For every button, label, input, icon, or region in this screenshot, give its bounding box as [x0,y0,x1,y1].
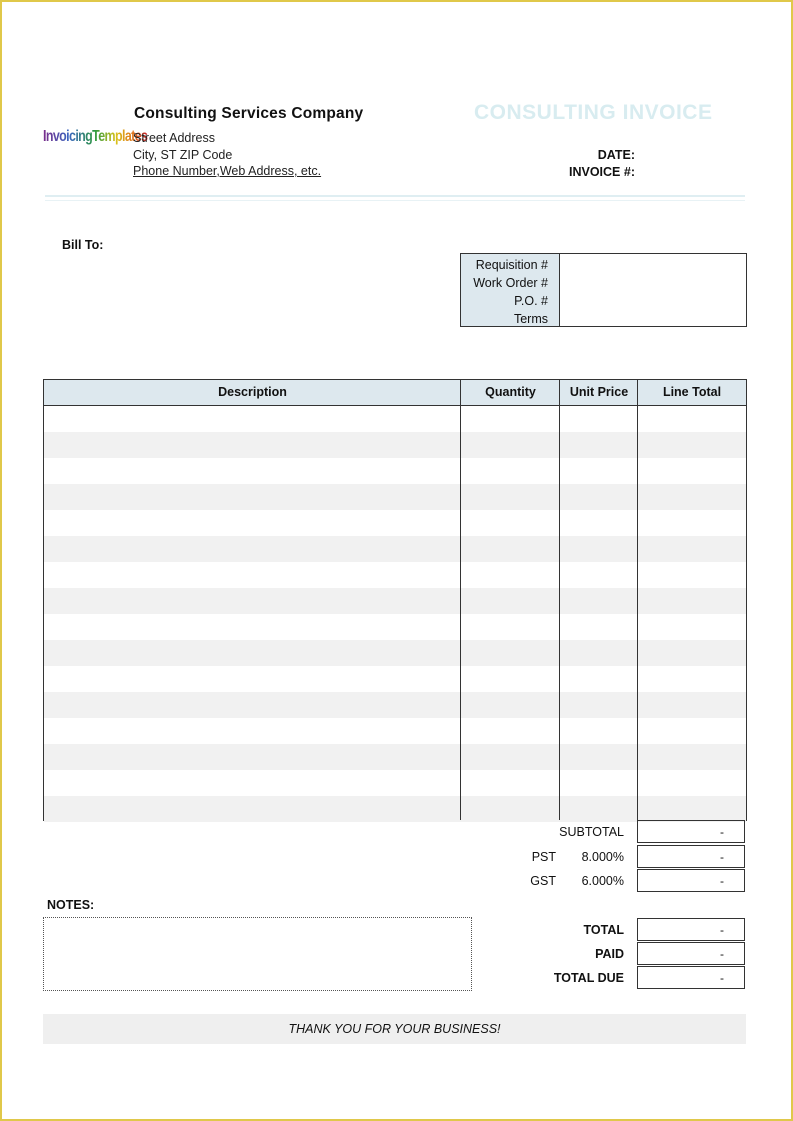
work-order-label: Work Order # [473,276,548,290]
table-row [44,744,746,770]
subtotal-label: SUBTOTAL [559,825,624,839]
paid-label: PAID [595,947,624,961]
company-logo: InvoicingTemplates [43,128,148,145]
total-label: TOTAL [583,923,624,937]
header-line-total: Line Total [662,385,722,399]
terms-label: Terms [513,312,548,326]
header-separator-secondary [45,200,745,201]
invoice-title: CONSULTING INVOICE [474,101,713,124]
table-header [44,380,746,406]
invoice-number-label: INVOICE #: [569,165,635,179]
gst-label: GST [530,874,556,888]
pst-rate: 8.000% [581,850,624,864]
gst-value: - [637,869,745,892]
total-due-label: TOTAL DUE [553,971,624,985]
total-due-value: - [637,966,745,989]
table-row [44,692,746,718]
column-divider [460,380,461,820]
city-state-zip: City, ST ZIP Code [133,148,233,162]
bill-to-label: Bill To: [62,238,104,252]
notes-label: NOTES: [47,898,95,912]
notes-field[interactable] [43,917,472,991]
reference-box [460,253,747,327]
date-label: DATE: [597,148,635,162]
pst-value: - [637,845,745,868]
thank-you-banner: THANK YOU FOR YOUR BUSINESS! [43,1014,746,1044]
table-row [44,432,746,458]
street-address: Street Address [133,131,215,145]
header-unit-price: Unit Price [569,385,629,399]
header-quantity: Quantity [485,385,536,399]
paid-value: - [637,942,745,965]
table-row [44,536,746,562]
gst-rate: 6.000% [581,874,624,888]
table-row [44,640,746,666]
table-row [44,588,746,614]
contact-info: Phone Number,Web Address, etc. [133,164,322,178]
reference-labels [461,254,560,326]
header-separator [45,195,745,197]
po-label: P.O. # [514,294,548,308]
column-divider [559,380,560,820]
column-divider [637,380,638,820]
company-name: Consulting Services Company [134,105,364,122]
requisition-label: Requisition # [475,258,548,272]
subtotal-value: - [637,820,745,843]
header-description: Description [218,385,287,399]
table-row [44,796,746,822]
pst-label: PST [531,850,556,864]
table-row [44,484,746,510]
line-items-table [43,379,747,821]
reference-values[interactable] [560,254,746,326]
total-value: - [637,918,745,941]
